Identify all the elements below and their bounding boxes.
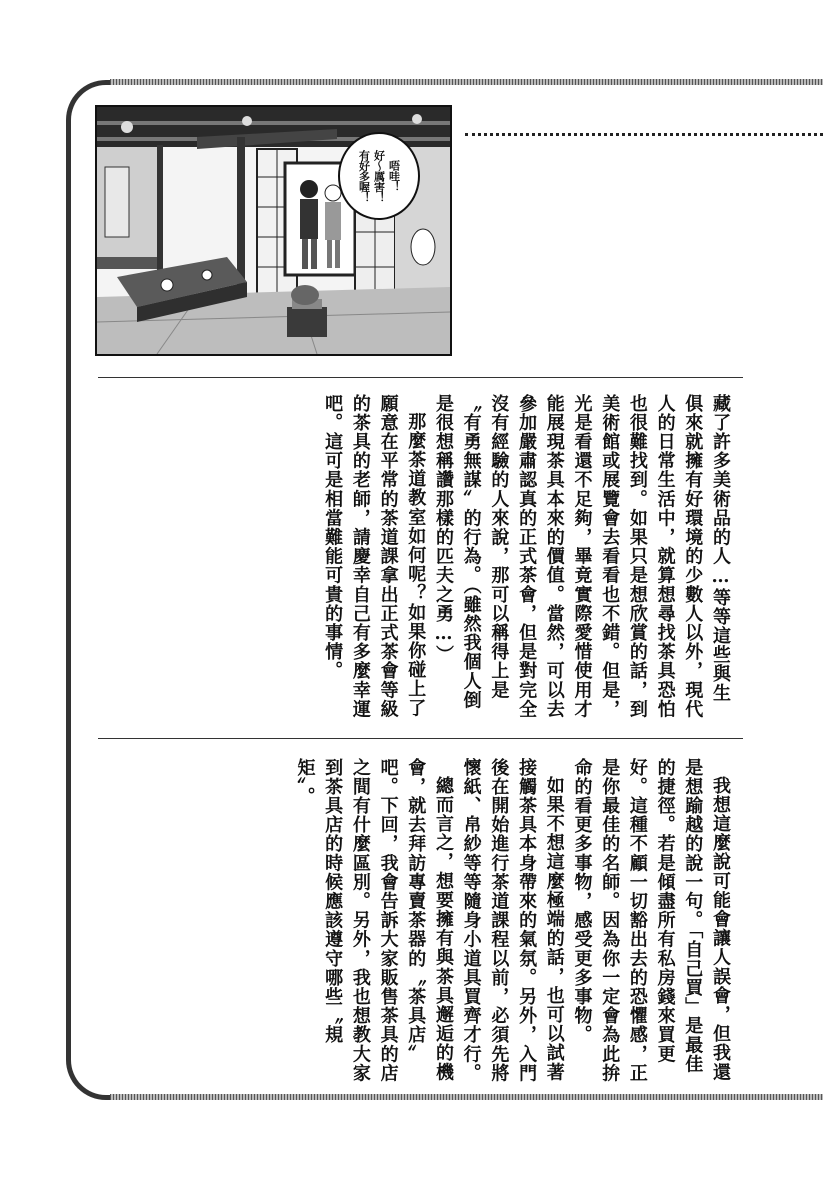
frame-top-edge <box>110 79 823 85</box>
paragraph: 藏了許多美術品的人…等等這些與生俱來就擁有好環境的少數人以外，現代人的日常生活中，就算想尋找茶具恐怕也很難找到。如果只是想欣賞的話，到美術館或展覽會去看看也不錯。但是，光是看還不足夠，畢竟實際愛惜使用才能展現茶具本來的價值。當然，可以去參加嚴肅認真的正式茶會，但是對完全沒有經驗的人來說，那可以稱得上是〝有勇無謀〞的行為。（雖然我個人倒是很想稱讚那樣的匹夫之勇…） <box>432 394 731 719</box>
paragraph: 我想這麼說可能會讓人誤會，但我還是想踰越的說一句。「自己買」是最佳的捷徑。若是傾盡所有私房錢來買更好。這種不顧一切豁出去的恐懼感，正是你最佳的名師。因為你一定會為此拚命的看更多事物，感受更多事物。 <box>571 758 731 1083</box>
paragraph: 總而言之，想要擁有與茶具邂逅的機會，就去拜訪專賣茶器的〝茶具店〞吧。下回，我會告訴大家販售茶具的店之間有什麼區別。另外，我也想教大家到茶具店的時候應該遵守哪些〝規矩〞。 <box>294 758 454 1083</box>
section-divider <box>98 377 743 378</box>
speech-bubble <box>338 132 420 220</box>
article-upper-section <box>94 394 734 720</box>
dotted-leader-line <box>465 133 823 136</box>
speech-line: 好～厲害！ <box>372 149 386 203</box>
section-divider <box>98 738 743 739</box>
speech-line: 唔哇！ <box>387 160 401 192</box>
speech-line: 有好多喔！ <box>357 149 371 203</box>
article-lower-section <box>94 758 734 1084</box>
paragraph: 如果不想這麼極端的話，也可以試著接觸茶具本身帶來的氣氛。另外，入門後在開始進行茶道課程以前，必須先將懷紙、帛紗等等隨身小道具買齊才行。 <box>460 758 565 1083</box>
paragraph: 那麼茶道教室如何呢？如果你碰上了願意在平常的茶道課拿出正式茶會等級的茶具的老師，請慶幸自己有多麼幸運吧。這可是相當難能可貴的事情。 <box>322 394 427 719</box>
frame-bottom-edge <box>110 1094 823 1100</box>
